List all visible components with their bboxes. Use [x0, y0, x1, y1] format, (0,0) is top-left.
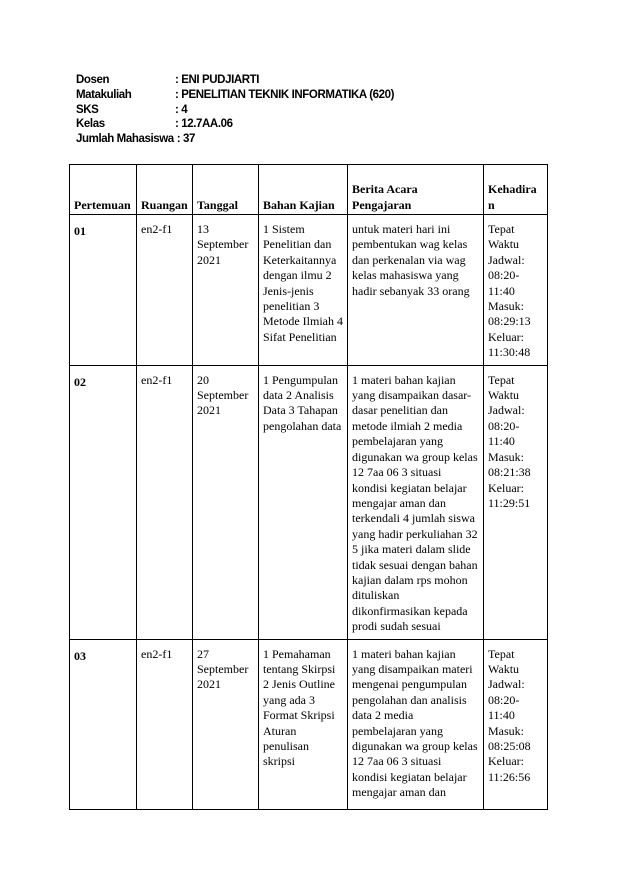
jumlah-mahasiswa-row — [76, 132, 394, 147]
sks-label: SKS — [76, 103, 99, 116]
cell-kehadiran: Tepat Waktu Jadwal: 08:20-11:40 Masuk: 08:29:13 Keluar: 11:30:48 — [484, 215, 548, 366]
dosen-value: : ENI PUDJIARTI — [175, 74, 260, 86]
cell-bahan-kajian: 1 Sistem Penelitian dan Keterkaitannya dengan ilmu 2 Jenis-jenis penelitian 3 Metode Ilmiah 4 Sifat Penelitian — [259, 215, 348, 366]
cell-pertemuan: 03 — [70, 639, 137, 809]
cell-kehadiran: Tepat Waktu Jadwal: 08:20-11:40 Masuk: 08:25:08 Keluar: 11:26:56 — [484, 639, 548, 809]
table-row — [70, 639, 548, 809]
header-bahan-kajian: Bahan Kajian — [259, 165, 348, 215]
cell-berita-acara: 1 materi bahan kajian yang disampaikan materi mengenai pengumpulan pengolahan dan analisis data 2 media pembelajaran yang digunakan wa group kelas 12 7aa 06 3 situasi kondisi kegiatan belajar mengajar aman dan — [348, 639, 484, 809]
header-kehadiran: Kehadiran — [484, 165, 548, 215]
jumlah-mahasiswa-label: Jumlah Mahasiswa — [76, 133, 174, 146]
header-pertemuan: Pertemuan — [70, 165, 137, 215]
cell-ruangan: en2-f1 — [137, 215, 193, 366]
kelas-row — [76, 117, 394, 132]
table-header-row — [70, 165, 548, 215]
matakuliah-value: : PENELITIAN TEKNIK INFORMATIKA (620) — [175, 88, 395, 101]
jumlah-mahasiswa-value: : 37 — [176, 133, 195, 146]
sks-row — [76, 103, 394, 118]
cell-bahan-kajian: 1 Pengumpulan data 2 Analisis Data 3 Tahapan pengolahan data — [259, 365, 348, 639]
cell-kehadiran: Tepat Waktu Jadwal: 08:20-11:40 Masuk: 08:21:38 Keluar: 11:29:51 — [484, 365, 548, 639]
sks-value: : 4 — [175, 103, 188, 116]
cell-tanggal: 27 September 2021 — [193, 639, 259, 809]
cell-ruangan: en2-f1 — [137, 365, 193, 639]
attendance-table — [69, 164, 548, 810]
header-tanggal: Tanggal — [193, 165, 259, 215]
cell-bahan-kajian: 1 Pemahaman tentang Skirpsi 2 Jenis Outline yang ada 3 Format Skripsi Aturan penulisan skripsi — [259, 639, 348, 809]
matakuliah-row — [76, 88, 394, 103]
matakuliah-label: Matakuliah — [76, 88, 132, 101]
dosen-row — [76, 73, 394, 88]
cell-pertemuan: 02 — [70, 365, 137, 639]
header-ruangan: Ruangan — [137, 165, 193, 215]
dosen-label: Dosen — [76, 74, 110, 86]
cell-berita-acara: untuk materi hari ini pembentukan wag kelas dan perkenalan via wag kelas mahasiswa yang hadir sebanyak 33 orang — [348, 215, 484, 366]
cell-berita-acara: 1 materi bahan kajian yang disampaikan dasar-dasar penelitian dan metode ilmiah 2 media pembelajaran yang digunakan wa group kelas 12 7aa 06 3 situasi kondisi kegiatan belajar mengajar aman dan terkendali 4 jumlah siswa yang hadir perkuliahan 32 5 jika materi dalam slide tidak sesuai dengan bahan kajian dalam rps mohon dituliskan dikonfirmasikan kepada prodi sudah sesuai — [348, 365, 484, 639]
header-berita-acara: Berita Acara Pengajaran — [348, 165, 484, 215]
kelas-value: : 12.7AA.06 — [175, 118, 233, 131]
table-row — [70, 215, 548, 366]
cell-ruangan: en2-f1 — [137, 639, 193, 809]
table-row — [70, 365, 548, 639]
course-info — [76, 73, 394, 147]
cell-tanggal: 13 September 2021 — [193, 215, 259, 366]
cell-pertemuan: 01 — [70, 215, 137, 366]
kelas-label: Kelas — [76, 118, 105, 131]
cell-tanggal: 20 September 2021 — [193, 365, 259, 639]
